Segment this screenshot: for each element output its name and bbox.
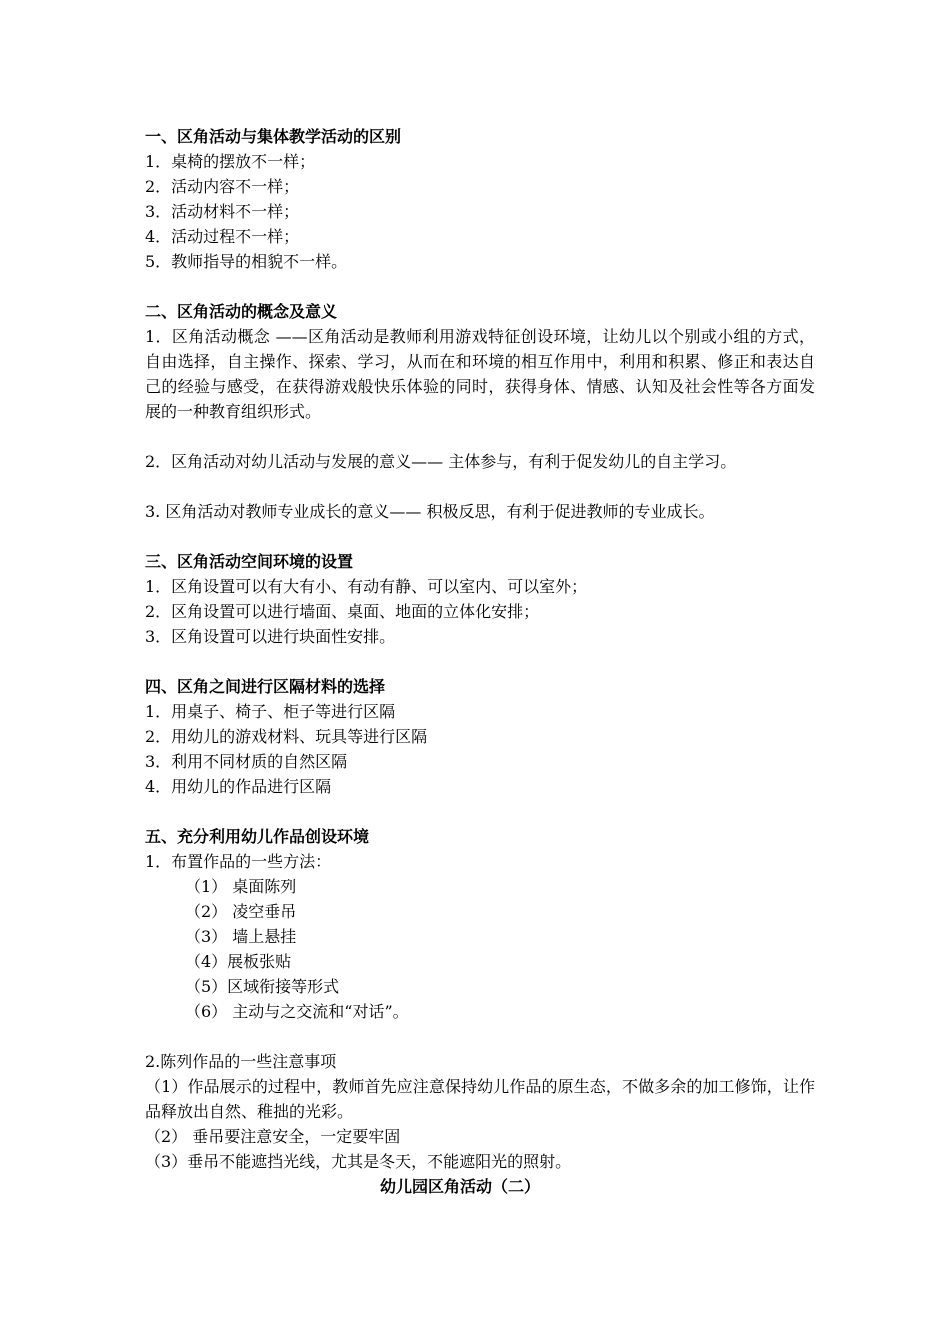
section-3-item: 3．区角设置可以进行块面性安排。 [145,627,396,646]
method-item: （3） 墙上悬挂 [185,927,297,946]
spacer [145,649,815,674]
method-item: （1） 桌面陈列 [185,877,297,896]
method-item: （4）展板张贴 [185,952,292,971]
section-4-item: 1．用桌子、椅子、柜子等进行区隔 [145,702,396,721]
section-4-heading: 四、区角之间进行区隔材料的选择 [145,677,386,696]
document-title: 幼儿园区角活动（二） [379,1177,540,1196]
note-item: （1）作品展示的过程中，教师首先应注意保持幼儿作品的原生态，不做多余的加工修饰，让作品释放出自然、稚拙的光彩。 [145,1077,815,1121]
method-item: （6） 主动与之交流和“对话”。 [185,1002,409,1021]
section-1-item: 2．活动内容不一样； [145,177,300,196]
spacer [145,274,815,299]
section-4-item: 3．利用不同材质的自然区隔 [145,752,348,771]
document-page [145,124,815,1199]
section-4-item: 4．用幼儿的作品进行区隔 [145,777,332,796]
note-item: （2） 垂吊要注意安全，一定要牢固 [145,1127,401,1146]
section-2-heading: 二、区角活动的概念及意义 [145,302,338,321]
section-2-paragraph-2: 2．区角活动对幼儿活动与发展的意义—— 主体参与，有利于促发幼儿的自主学习。 [145,452,737,471]
spacer [145,424,815,449]
section-3-item: 1．区角设置可以有大有小、有动有静、可以室内、可以室外； [145,577,588,596]
section-5-subheading-1: 1．布置作品的一些方法： [145,852,332,871]
spacer [145,474,815,499]
method-item: （2） 凌空垂吊 [185,902,297,921]
section-2-paragraph-3: 3. 区角活动对教师专业成长的意义—— 积极反思，有利于促进教师的专业成长。 [145,502,715,521]
spacer [145,524,815,549]
note-item: （3）垂吊不能遮挡光线，尤其是冬天，不能遮阳光的照射。 [145,1152,572,1171]
section-1-item: 5．教师指导的相貌不一样。 [145,252,348,271]
spacer [145,799,815,824]
section-1-heading: 一、区角活动与集体教学活动的区别 [145,127,402,146]
section-5-heading: 五、充分利用幼儿作品创设环境 [145,827,370,846]
section-2-paragraph-1: 1．区角活动概念 ——区角活动是教师利用游戏特征创设环境，让幼儿以个别或小组的方式，自由选择，自主操作、探索、学习，从而在和环境的相互作用中，利用和积累、修正和表达自己的经验与感受，在获得游戏般快乐体验的同时，获得身体、情感、认知及社会性等各方面发展的一种教育组织形式。 [145,327,815,421]
section-1-item: 4．活动过程不一样； [145,227,300,246]
spacer [145,1024,815,1049]
section-3-item: 2．区角设置可以进行墙面、桌面、地面的立体化安排； [145,602,540,621]
method-item: （5）区域衔接等形式 [185,977,340,996]
section-1-item: 3．活动材料不一样； [145,202,300,221]
section-3-heading: 三、区角活动空间环境的设置 [145,552,354,571]
section-5-subheading-2: 2.陈列作品的一些注意事项 [145,1052,337,1071]
section-4-item: 2．用幼儿的游戏材料、玩具等进行区隔 [145,727,428,746]
section-1-item: 1．桌椅的摆放不一样； [145,152,316,171]
